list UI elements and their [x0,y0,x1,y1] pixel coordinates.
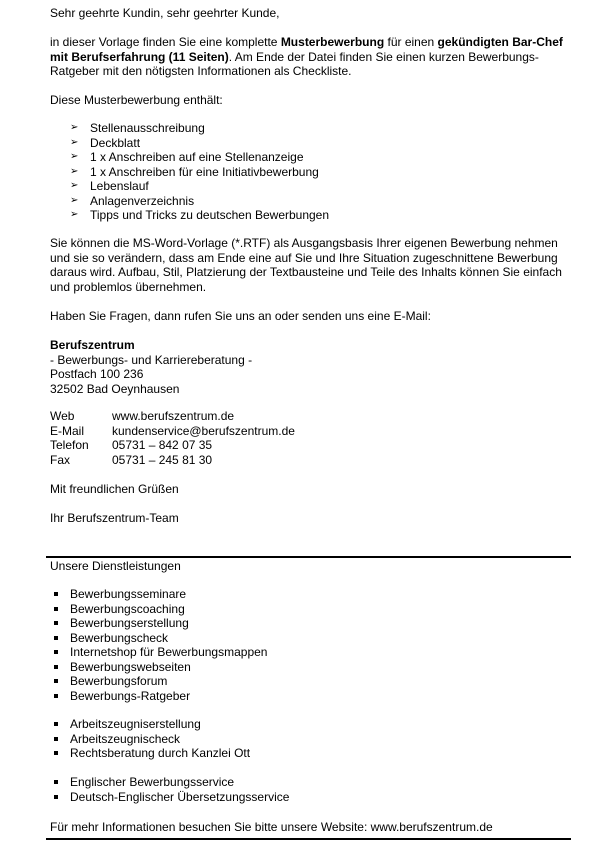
services-heading: Unsere Dienstleistungen [50,559,181,573]
services-list-3 [50,775,289,804]
company-name: Berufszentrum [50,338,135,352]
fax-number: 05731 – 245 81 30 [112,453,213,467]
web-link[interactable]: www.berufszentrum.de [112,409,235,423]
contact-web [50,409,234,424]
intro-bold-1: Musterbewerbung [280,35,385,49]
list-item: ➢ Deckblatt [70,135,141,150]
square-bullet-icon [54,592,58,596]
greeting: Sehr geehrte Kundin, sehr geehrter Kunde, [50,6,280,20]
company-subtitle: - Bewerbungs- und Karriereberatung - [50,352,253,367]
section-divider [46,556,571,558]
arrow-bullet-icon: ➢ [70,165,79,177]
list-item: Englischer Bewerbungsservice [50,775,289,790]
phone-number: 05731 – 842 07 35 [112,438,213,452]
arrow-bullet-icon: ➢ [70,194,79,206]
list-item: ➢ Lebenslauf [70,179,149,193]
arrow-bullet-icon: ➢ [70,122,79,133]
contact-phone [50,438,212,453]
list-item: Arbeitszeugniserstellung [50,717,250,732]
address-block [50,338,570,396]
template-paragraph: Sie können die MS-Word-Vorlage (*.RTF) als Ausgangsbasis Ihrer eigenen Bewerbung nehmen und sie so verändern, dass am Ende eine auf Sie und Ihre Situation zugeschnittene Bewerbung daraus wird. Aufbau, Stil, Platzierung der Textbausteine und Teile des Inhalts können Sie einfach und problemlos übernehmen. [50,236,562,294]
contents-heading: Diese Musterbewerbung enthält: [50,93,223,107]
square-bullet-icon [54,665,58,669]
list-item: Bewerbungscoaching [50,602,267,617]
arrow-bullet-icon: ➢ [70,180,79,191]
contact-email [50,424,295,439]
list-item: Bewerbungsforum [50,674,267,689]
contact-label: E-Mail [50,424,85,438]
list-item: Bewerbungsseminare [50,587,267,602]
intro-text-3: . Am Ende der Datei finden Sie einen kurzen Bewerbungs-Ratgeber mit den nötigsten Informationen als Checkliste. [50,49,539,78]
list-item: Deutsch-Englischer Übersetzungsservice [50,790,289,805]
arrow-bullet-icon: ➢ [70,209,79,220]
intro-paragraph [50,35,570,79]
square-bullet-icon [54,780,58,784]
list-item: ➢ Stellenausschreibung [70,121,205,135]
square-bullet-icon [54,795,58,799]
questions-text: Haben Sie Fragen, dann rufen Sie uns an oder senden uns eine E-Mail: [50,309,431,323]
list-item: Bewerbungswebseiten [50,660,267,675]
contact-label: Web [50,409,75,423]
city: 32502 Bad Oeynhausen [50,381,180,396]
square-bullet-icon [54,621,58,625]
closing-text: Mit freundlichen Grüßen [50,482,179,496]
list-item: Bewerbungs-Ratgeber [50,689,267,704]
signature-text: Ihr Berufszentrum-Team [50,511,179,525]
list-item: ➢ Tipps und Tricks zu deutschen Bewerbungen [70,208,330,222]
list-item: ➢ 1 x Anschreiben auf eine Stellenanzeige [70,150,304,164]
contact-label: Telefon [50,438,89,452]
list-item: Arbeitszeugnischeck [50,732,250,747]
list-item: Rechtsberatung durch Kanzlei Ott [50,746,250,761]
intro-text-1: in dieser Vorlage finden Sie eine komplette [50,35,281,49]
intro-bold-2: gekündigten Bar-Chef mit Berufserfahrung (11 Seiten) [50,35,563,64]
footer-divider [46,838,571,840]
list-item: Bewerbungserstellung [50,616,267,631]
contact-fax [50,453,212,468]
square-bullet-icon [54,694,58,698]
contents-list [50,121,329,223]
list-item: Bewerbungscheck [50,631,267,646]
intro-text-2: für einen [384,35,438,49]
square-bullet-icon [54,751,58,755]
square-bullet-icon [54,650,58,654]
arrow-bullet-icon: ➢ [70,151,79,162]
list-item: ➢ Anlagenverzeichnis [70,193,195,208]
contact-label: Fax [50,453,71,467]
email-link[interactable]: kundenservice@berufszentrum.de [112,424,295,438]
square-bullet-icon [54,722,58,726]
list-item: ➢ 1 x Anschreiben für eine Initiativbewerbung [70,164,319,179]
square-bullet-icon [54,737,58,741]
footer-text: Für mehr Informationen besuchen Sie bitte unsere Website: www.berufszentrum.de [50,820,493,834]
services-list-2 [50,717,250,761]
list-item: Internetshop für Bewerbungsmappen [50,645,267,660]
square-bullet-icon [54,679,58,683]
postbox: Postfach 100 236 [50,367,144,381]
arrow-bullet-icon: ➢ [70,136,79,148]
services-list-1 [50,587,267,703]
square-bullet-icon [54,636,58,640]
square-bullet-icon [54,607,58,611]
